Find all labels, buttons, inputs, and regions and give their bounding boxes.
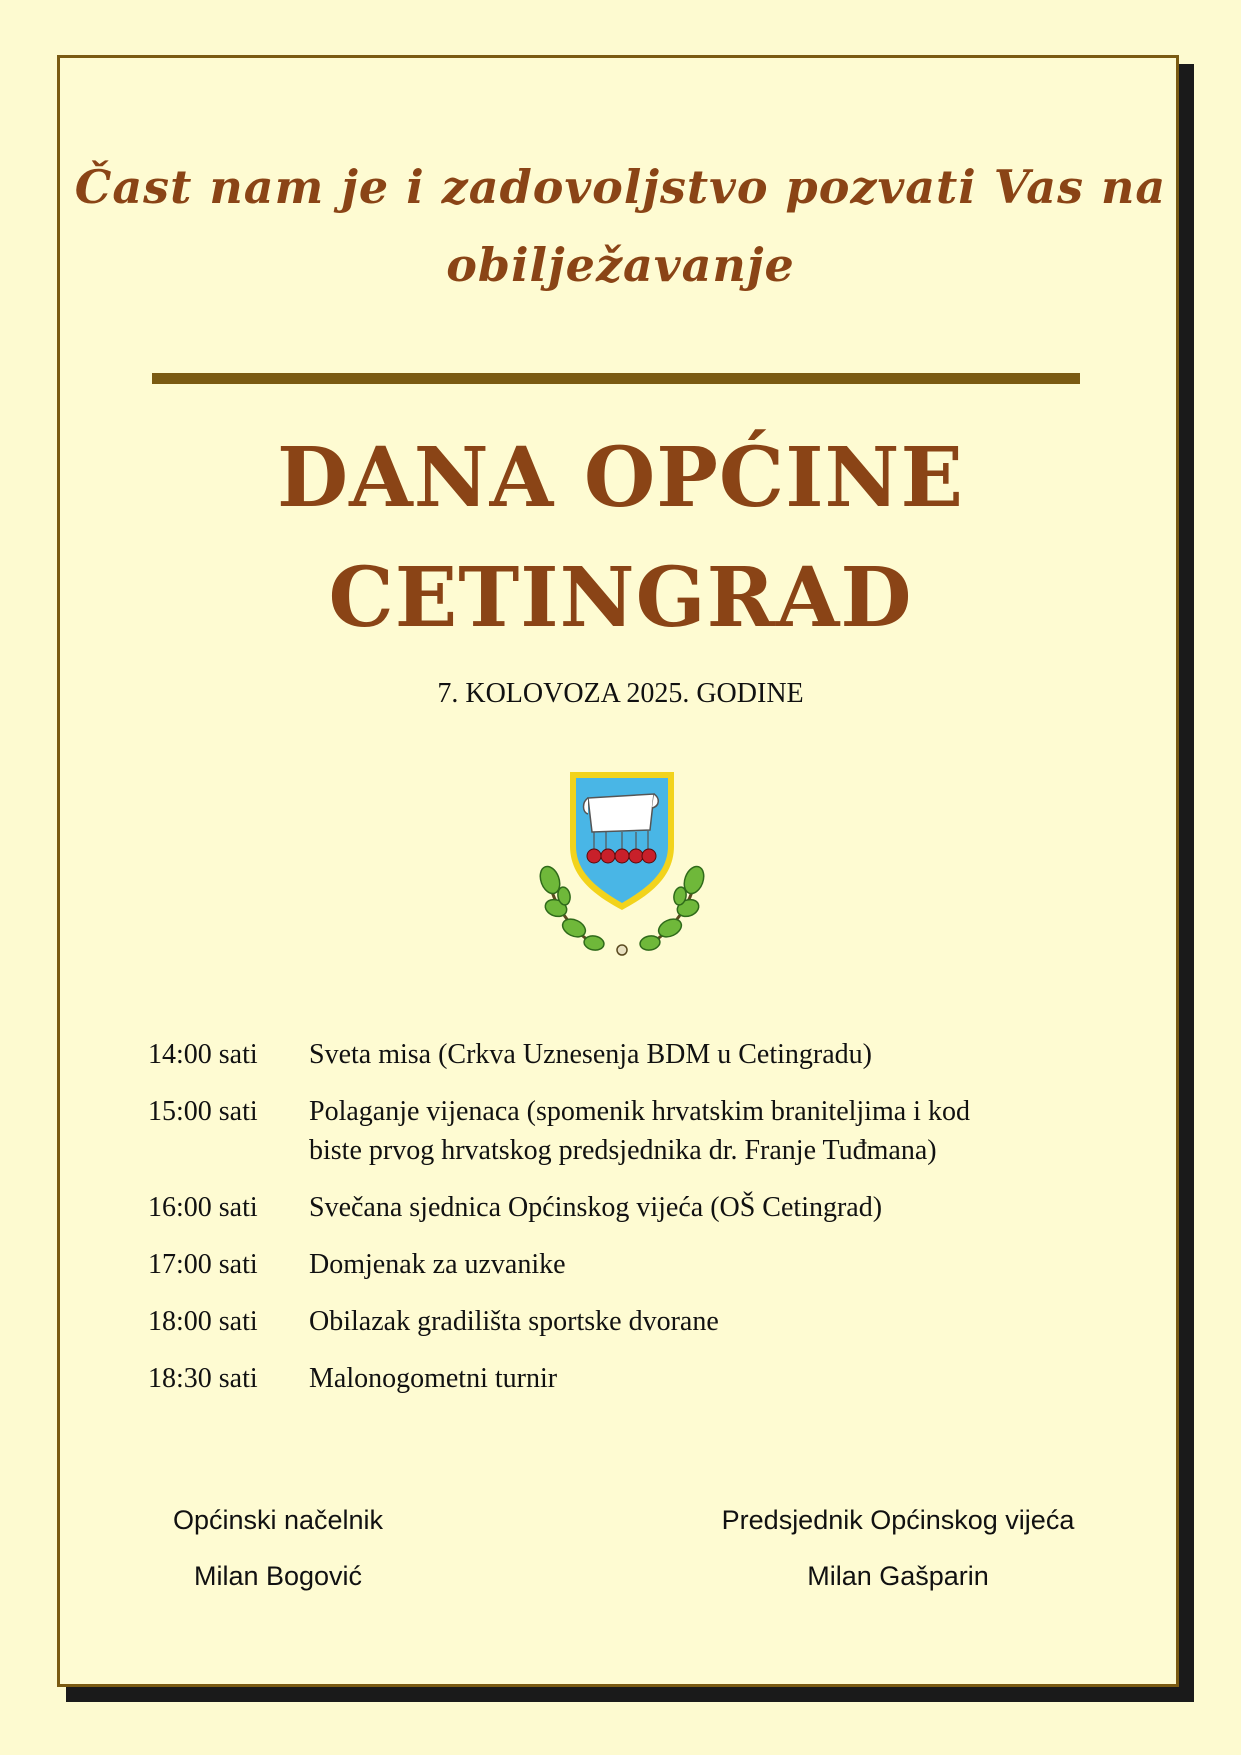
signature-right-name: Milan Gašparin [807, 1561, 989, 1591]
signature-left-name: Milan Bogović [193, 1561, 363, 1591]
schedule-time: 14:00 sati [148, 1039, 258, 1070]
event-date: 7. KOLOVOZA 2025. GODINE [437, 678, 804, 709]
schedule-event: Obilazak gradilišta sportske dvorane [309, 1306, 719, 1337]
schedule-time: 16:00 sati [148, 1192, 258, 1223]
coat-of-arms-icon [536, 768, 708, 958]
schedule-time: 18:30 sati [148, 1363, 258, 1394]
invitation-line-2: obilježavanje [446, 238, 795, 292]
schedule-item [148, 1302, 1048, 1341]
schedule-time: 18:00 sati [148, 1306, 258, 1337]
schedule-item [148, 1245, 1048, 1284]
schedule-time: 17:00 sati [148, 1249, 258, 1280]
divider-rule [152, 373, 1080, 384]
invitation-line-1: Čast nam je i zadovoljstvo pozvati Vas na [74, 160, 1167, 214]
schedule-event: Polaganje vijenaca (spomenik hrvatskim braniteljima i kod biste prvog hrvatskog predsjednika dr. Franje Tuđmana) [309, 1096, 970, 1166]
signature-left-role: Općinski načelnik [172, 1505, 384, 1535]
schedule-event: Sveta misa (Crkva Uznesenja BDM u Cetingradu) [309, 1039, 872, 1070]
schedule-item [148, 1092, 1048, 1170]
title-line-2: CETINGRAD [328, 550, 913, 646]
title-line-1: DANA OPĆINE [276, 430, 965, 526]
schedule-item [148, 1188, 1048, 1227]
schedule-event: Svečana sjednica Općinskog vijeća (OŠ Cetingrad) [309, 1192, 883, 1223]
schedule-list [148, 1035, 1048, 1416]
schedule-event: Domjenak za uzvanike [309, 1249, 566, 1280]
schedule-item [148, 1035, 1048, 1074]
schedule-time: 15:00 sati [148, 1096, 258, 1127]
signature-right-role: Predsjednik Općinskog vijeća [721, 1505, 1075, 1535]
schedule-item [148, 1359, 1048, 1398]
schedule-event: Malonogometni turnir [309, 1363, 558, 1394]
